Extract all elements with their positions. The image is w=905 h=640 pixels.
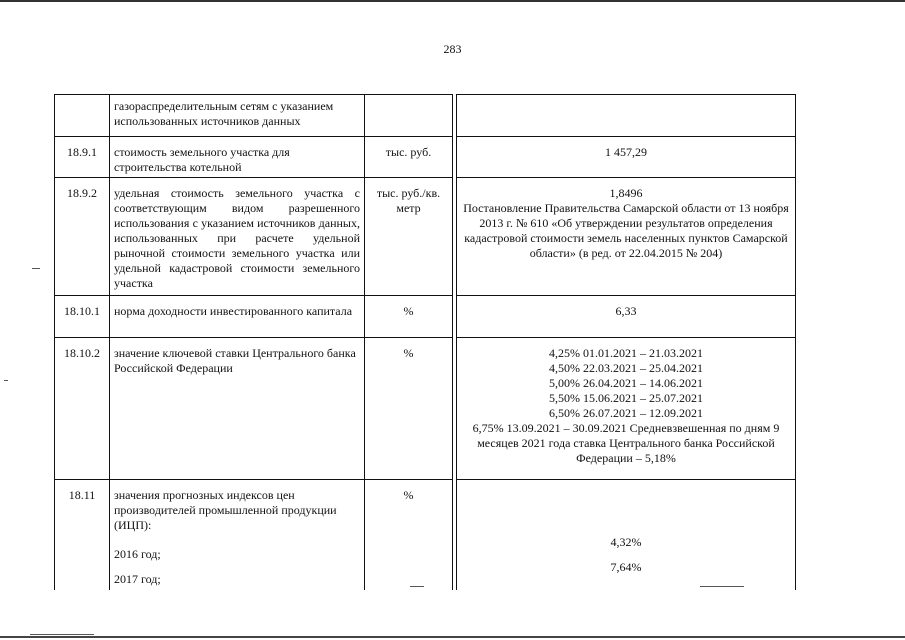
value-line: 4,50% 22.03.2021 – 25.04.2021 [549,361,703,375]
page-bottom-border [0,636,905,638]
value-line: 6,50% 26.07.2021 – 12.09.2021 [549,406,703,420]
table-row [55,338,796,480]
row-description-text: значения прогнозных индексов цен производителей промышленной продукции (ИЦП): [114,488,337,532]
row-description: норма доходности инвестированного капитала [110,296,365,338]
row-value [457,480,796,590]
value-line: 5,50% 15.06.2021 – 25.07.2021 [549,391,703,405]
scan-speck [30,634,94,635]
table-row [55,480,796,590]
row-unit: тыс. руб. [365,137,453,178]
row-description: газораспределительным сетям с указанием использованных источников данных [110,95,365,137]
row-unit: % [365,480,453,590]
row-value [457,178,796,296]
table-row [55,95,796,137]
table-row [55,296,796,338]
row-number: 18.9.2 [55,178,110,296]
page-top-border [0,0,905,2]
scan-speck [700,586,744,587]
row-value [457,338,796,480]
value-line: 5,00% 26.04.2021 – 14.06.2021 [549,376,703,390]
scan-speck [4,380,8,381]
table-row [55,137,796,178]
row-unit: % [365,338,453,480]
value-line: Постановление Правительства Самарской области от 13 ноября 2013 г. № 610 «Об утверждении результатов определения кадастровой стоимости земель населенных пунктов Самарской области» (в ред. от 22.04.2015 № 204) [463,201,789,260]
value-line: 1,8496 [609,186,643,200]
scan-speck [410,586,424,587]
sub-item-label: 2017 год; [114,572,161,586]
value-line: 6,75% 13.09.2021 – 30.09.2021 Средневзвешенная по дням 9 месяцев 2021 года ставка Центрального банка Российской Федерации – 5,18% [472,421,780,465]
data-table [54,94,796,590]
row-value: 1 457,29 [457,137,796,178]
row-description: удельная стоимость земельного участка с соответствующим видом разрешенного использования с указанием источников данных, использованных при расчете удельной рыночной стоимости земельного участка или удельной кадастровой стоимости земельного участка [110,178,365,296]
scan-speck [32,268,40,269]
sub-item-value: 4,32% [610,535,642,549]
row-unit [365,95,453,137]
page-number: 283 [443,42,462,56]
row-unit: тыс. руб./кв. метр [365,178,453,296]
row-number: 18.11 [55,480,110,590]
table-row [55,178,796,296]
row-description [110,480,365,590]
row-number: 18.10.2 [55,338,110,480]
row-unit: % [365,296,453,338]
value-line: 4,25% 01.01.2021 – 21.03.2021 [549,346,703,360]
row-number: 18.10.1 [55,296,110,338]
sub-item-value: 7,64% [610,560,642,574]
sub-item-label: 2016 год; [114,547,161,561]
row-number [55,95,110,137]
row-number: 18.9.1 [55,137,110,178]
row-value [457,95,796,137]
row-description: стоимость земельного участка для строительства котельной [110,137,365,178]
row-value: 6,33 [457,296,796,338]
row-description: значение ключевой ставки Центрального банка Российской Федерации [110,338,365,480]
